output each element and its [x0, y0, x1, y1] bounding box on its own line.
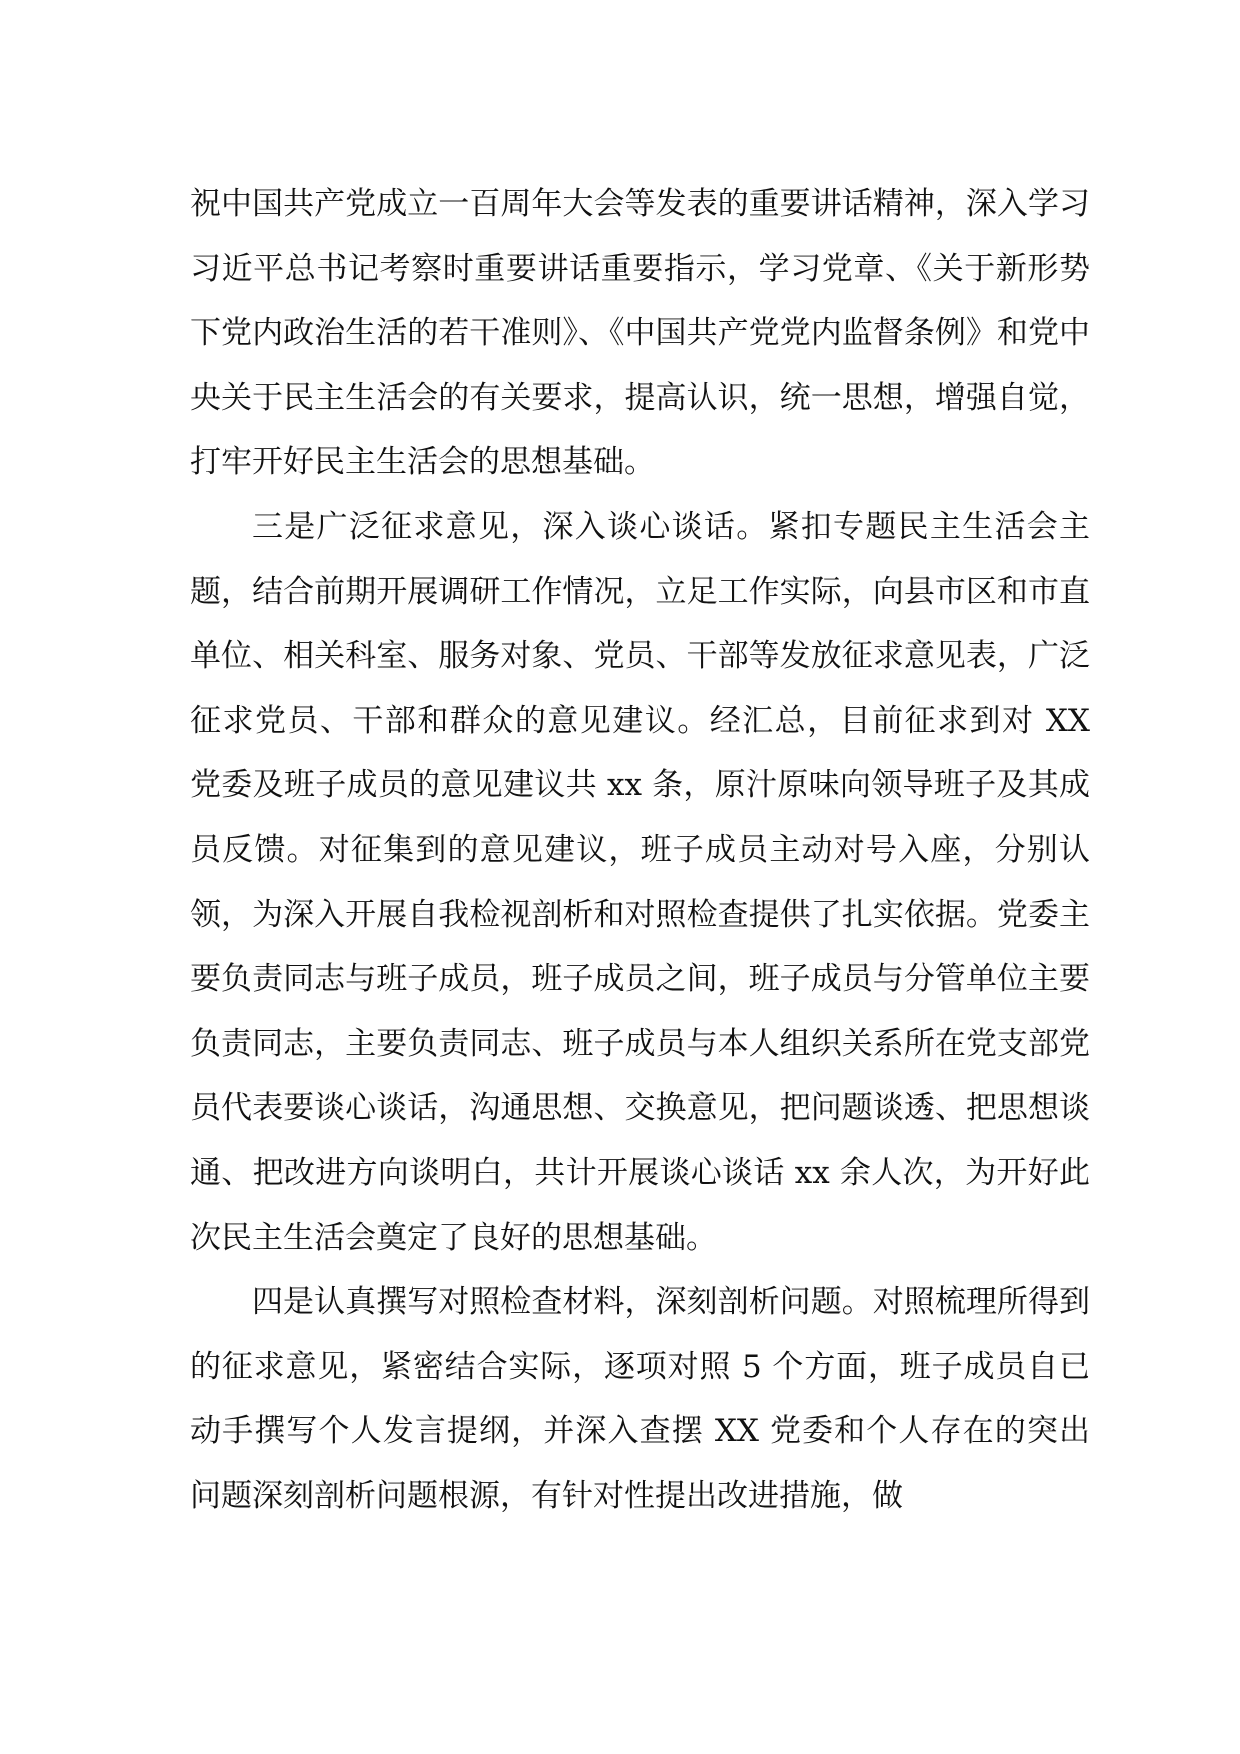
- paragraph-1: 祝中国共产党成立一百周年大会等发表的重要讲话精神，深入学习习近平总书记考察时重要讲话重要指示，学习党章、《关于新形势下党内政治生活的若干准则》、《中国共产党党内监督条例》和党中央关于民主生活会的有关要求，提高认识，统一思想，增强自觉，打牢开好民主生活会的思想基础。: [190, 186, 1090, 481]
- body-text: [190, 172, 1090, 1528]
- paragraph-2: 三是广泛征求意见，深入谈心谈话。紧扣专题民主生活会主题，结合前期开展调研工作情况，立足工作实际，向县市区和市直单位、相关科室、服务对象、党员、干部等发放征求意见表，广泛征求党员、干部和群众的意见建议。经汇总，目前征求到对 XX 党委及班子成员的意见建议共 xx 条，原汁原味向领导班子及其成员反馈。对征集到的意见建议，班子成员主动对号入座，分别认领，为深入开展自我检视剖析和对照检查提供了扎实依据。党委主要负责同志与班子成员，班子成员之间，班子成员与分管单位主要负责同志，主要负责同志、班子成员与本人组织关系所在党支部党员代表要谈心谈话，沟通思想、交换意见，把问题谈透、把思想谈通、把改进方向谈明白，共计开展谈心谈话 xx 余人次，为开好此次民主生活会奠定了良好的思想基础。: [190, 508, 1090, 1256]
- paragraph-3: 四是认真撰写对照检查材料，深刻剖析问题。对照梳理所得到的征求意见，紧密结合实际，逐项对照 5 个方面，班子成员自已动手撰写个人发言提纲，并深入查摆 XX 党委和个人存在的突出问题深刻剖析问题根源，有针对性提出改进措施，做: [190, 1284, 1090, 1514]
